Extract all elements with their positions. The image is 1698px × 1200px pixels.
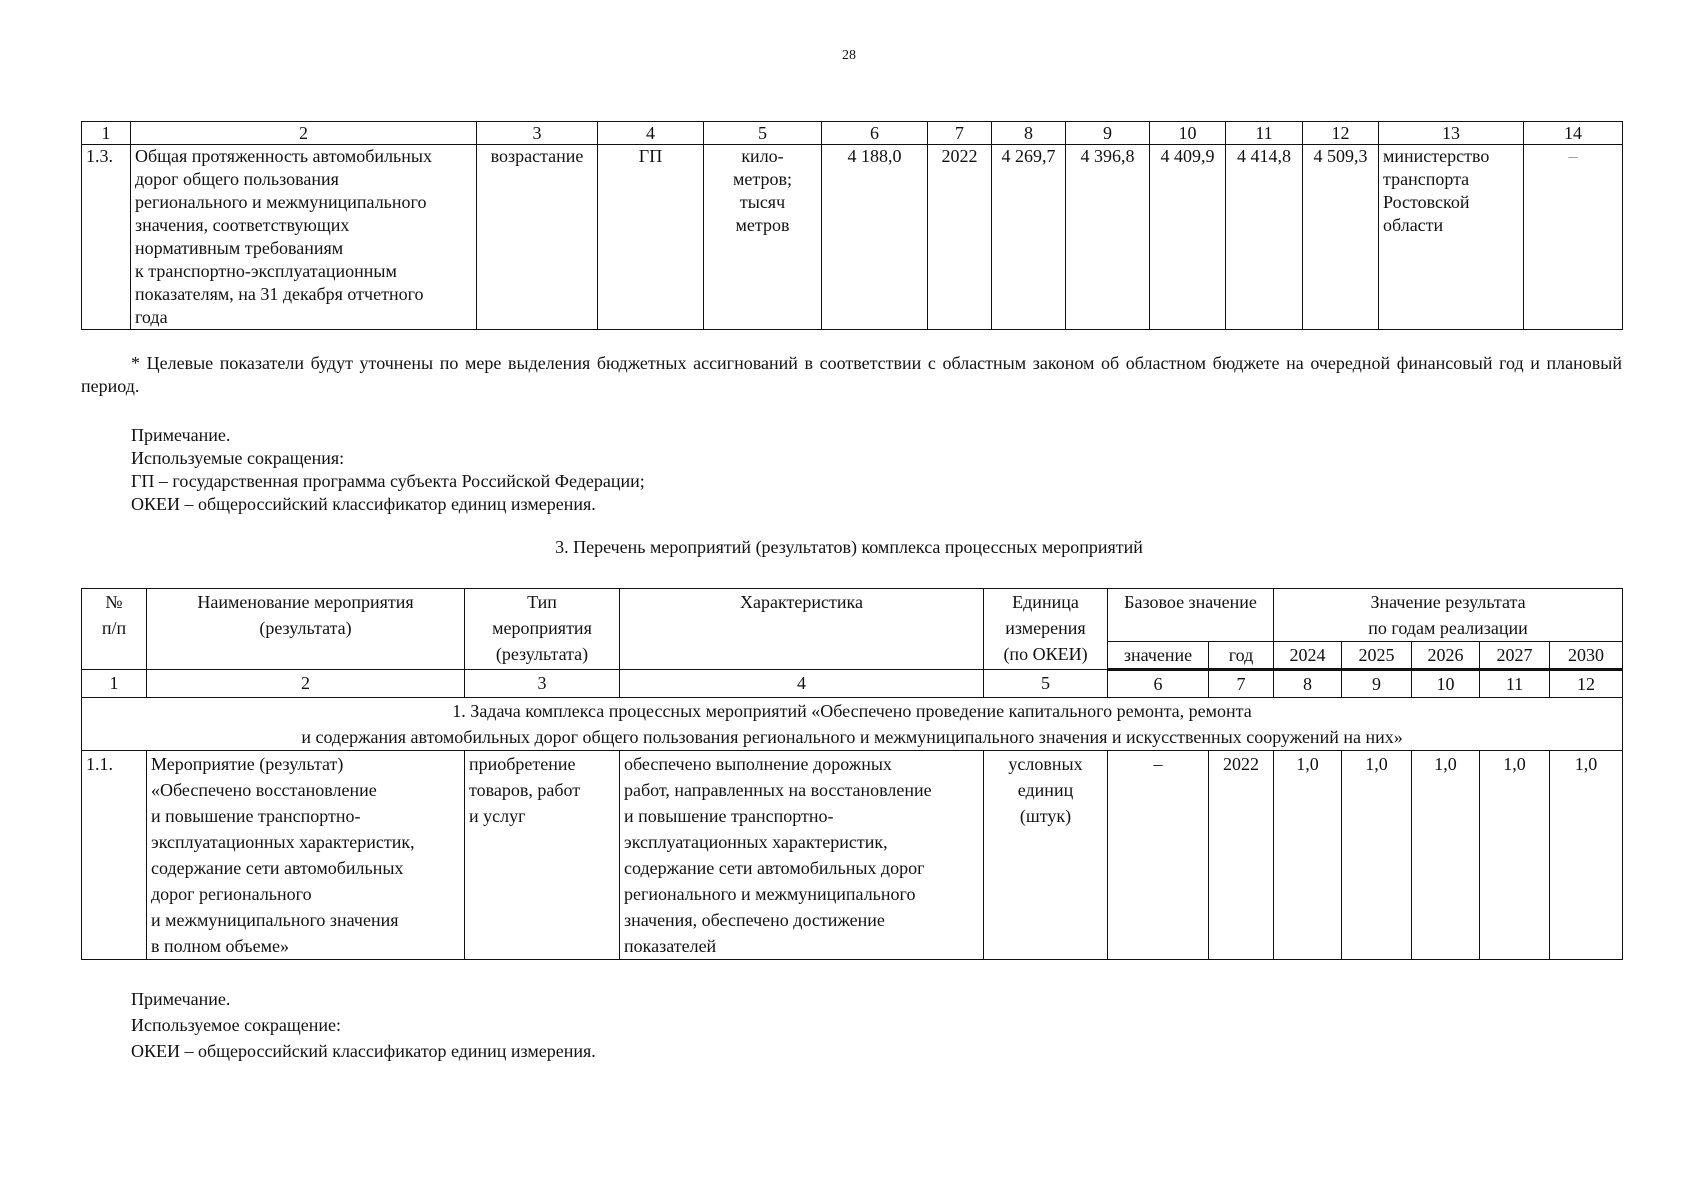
col14-value: – <box>1524 145 1623 330</box>
value-cell: 4 414,8 <box>1226 145 1303 330</box>
col-number: 11 <box>1226 122 1303 145</box>
col-number: 7 <box>1209 670 1274 698</box>
indicator-level: ГП <box>598 145 704 330</box>
col-number: 3 <box>477 122 598 145</box>
note-title: Примечание. <box>131 989 231 1009</box>
col-number: 7 <box>928 122 992 145</box>
col-number: 13 <box>1379 122 1524 145</box>
section-title: 3. Перечень мероприятий (результатов) комплекса процессных мероприятий <box>555 537 1143 557</box>
header-year: 2027 <box>1480 642 1550 670</box>
indicator-unit: кило- метров; тысяч метров <box>704 145 822 330</box>
base-year: 2022 <box>1209 751 1274 960</box>
col-number: 4 <box>598 122 704 145</box>
col-number: 1 <box>82 122 131 145</box>
row-number: 1.3. <box>82 145 131 330</box>
activity-characteristic: обеспечено выполнение дорожных работ, направленных на восстановление и повышение транспортно- эксплуатационных характеристик, содержание сети автомобильных дорог регионального и межмуниципального значения, обеспечено достижение показателей <box>620 751 984 960</box>
header-row <box>82 589 1623 642</box>
header-year: 2030 <box>1550 642 1623 670</box>
col-number: 4 <box>620 670 984 698</box>
value-cell: 1,0 <box>1274 751 1342 960</box>
col-number: 10 <box>1412 670 1480 698</box>
value-cell: 1,0 <box>1480 751 1550 960</box>
col-number: 12 <box>1303 122 1379 145</box>
base-value: 4 188,0 <box>822 145 928 330</box>
col-number: 9 <box>1342 670 1412 698</box>
note-line: ГП – государственная программа субъекта Российской Федерации; <box>131 471 645 491</box>
footnote: * Целевые показатели будут уточнены по мере выделения бюджетных ассигнований в соответствии с областным законом об областном бюджете на очередной финансовый год и плановый период. <box>81 353 1622 396</box>
col-number: 2 <box>147 670 465 698</box>
col-number: 9 <box>1066 122 1150 145</box>
col-number: 8 <box>992 122 1066 145</box>
value-cell: 4 509,3 <box>1303 145 1379 330</box>
col-number: 2 <box>131 122 477 145</box>
note-title: Примечание. <box>131 425 231 445</box>
task-row <box>82 698 1623 751</box>
col-number: 6 <box>822 122 928 145</box>
header-num: № п/п <box>82 589 147 670</box>
col-number: 3 <box>465 670 620 698</box>
row-number: 1.1. <box>82 751 147 960</box>
note-block <box>131 424 645 516</box>
col-number: 5 <box>704 122 822 145</box>
header-name: Наименование мероприятия (результата) <box>147 589 465 670</box>
header-year: 2024 <box>1274 642 1342 670</box>
note-line: Используемое сокращение: <box>131 1015 341 1035</box>
indicators-table <box>81 121 1623 330</box>
activity-name: Мероприятие (результат) «Обеспечено восстановление и повышение транспортно- эксплуатационных характеристик, содержание сети автомобильных дорог регионального и межмуниципального значения в полном объеме» <box>147 751 465 960</box>
header-type: Тип мероприятия (результата) <box>465 589 620 670</box>
indicator-trend: возрастание <box>477 145 598 330</box>
header-base-year: год <box>1209 642 1274 670</box>
header-year: 2026 <box>1412 642 1480 670</box>
value-cell: 4 396,8 <box>1066 145 1150 330</box>
note-line: ОКЕИ – общероссийский классификатор единиц измерения. <box>131 494 596 514</box>
value-cell: 1,0 <box>1412 751 1480 960</box>
header-result: Значение результата по годам реализации <box>1274 589 1623 642</box>
header-base: Базовое значение <box>1108 589 1274 642</box>
value-cell: 4 269,7 <box>992 145 1066 330</box>
header-unit: Единица измерения (по ОКЕИ) <box>984 589 1108 670</box>
base-year: 2022 <box>928 145 992 330</box>
col-number: 10 <box>1150 122 1226 145</box>
value-cell: 1,0 <box>1550 751 1623 960</box>
note-block <box>131 986 596 1064</box>
header-base-value: значение <box>1108 642 1209 670</box>
base-value: – <box>1108 751 1209 960</box>
note-line: ОКЕИ – общероссийский классификатор единиц измерения. <box>131 1041 596 1061</box>
note-line: Используемые сокращения: <box>131 448 345 468</box>
col-number: 12 <box>1550 670 1623 698</box>
activities-table <box>81 588 1623 960</box>
indicator-name: Общая протяженность автомобильных дорог общего пользования регионального и межмуниципального значения, соответствующих нормативным требованиям к транспортно-эксплуатационным показателям, на 31 декабря отчетного года <box>131 145 477 330</box>
header-characteristic: Характеристика <box>620 589 984 670</box>
col-number: 1 <box>82 670 147 698</box>
col-number: 8 <box>1274 670 1342 698</box>
column-number-row <box>82 670 1623 698</box>
col-number: 5 <box>984 670 1108 698</box>
responsible: министерство транспорта Ростовской области <box>1379 145 1524 330</box>
col-number: 6 <box>1108 670 1209 698</box>
value-cell: 4 409,9 <box>1150 145 1226 330</box>
column-number-row <box>82 122 1623 145</box>
task-title: 1. Задача комплекса процессных мероприятий «Обеспечено проведение капитального ремонта, ремонта и содержания автомобильных дорог общего пользования регионального и межмуниципального значения и искусственных сооружений на них» <box>82 698 1623 751</box>
table-row <box>82 751 1623 960</box>
header-year: 2025 <box>1342 642 1412 670</box>
col-number: 11 <box>1480 670 1550 698</box>
activity-unit: условных единиц (штук) <box>984 751 1108 960</box>
table-row <box>82 145 1623 330</box>
col-number: 14 <box>1524 122 1623 145</box>
value-cell: 1,0 <box>1342 751 1412 960</box>
page-number: 28 <box>842 48 856 63</box>
activity-type: приобретение товаров, работ и услуг <box>465 751 620 960</box>
